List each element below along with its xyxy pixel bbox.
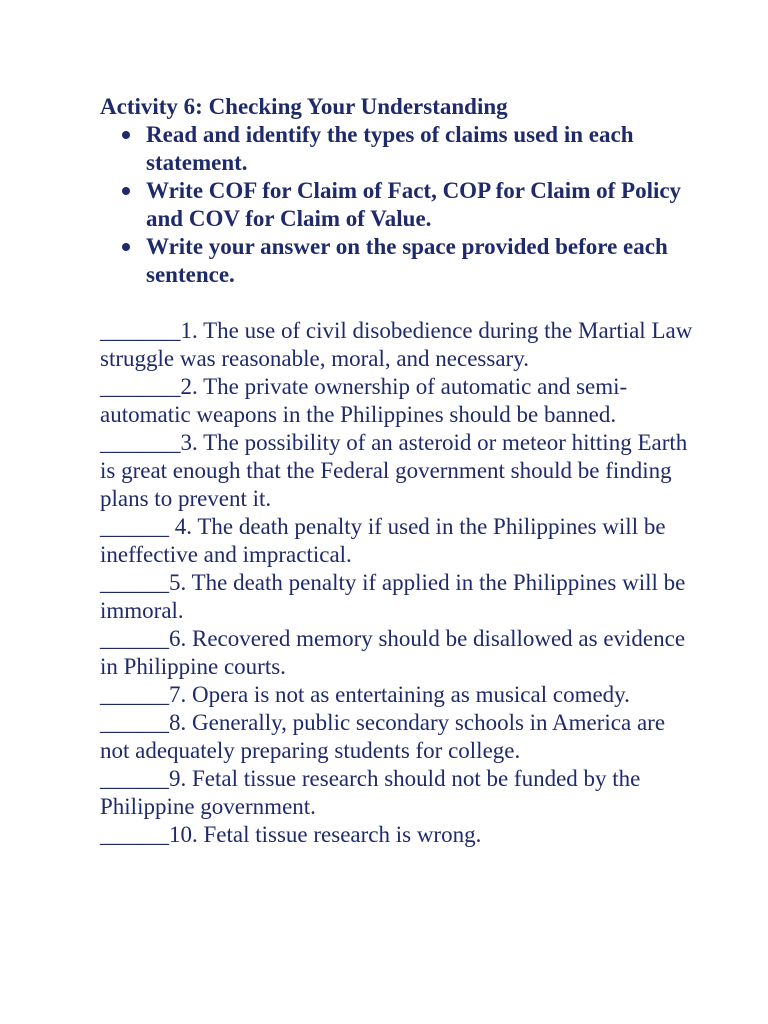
question-text: 5. The death penalty if applied in the Philippines will be immoral. <box>100 570 686 623</box>
answer-blank[interactable]: ______ <box>100 766 169 791</box>
answer-blank[interactable]: ______ <box>100 626 169 651</box>
answer-blank[interactable]: ______ <box>100 570 169 595</box>
instruction-text: Write your answer on the space provided before each sentence. <box>146 234 668 287</box>
question-item <box>100 429 700 513</box>
question-text: 10. Fetal tissue research is wrong. <box>169 822 482 847</box>
answer-blank[interactable]: _______ <box>100 430 181 455</box>
question-item <box>100 569 700 625</box>
answer-blank[interactable]: ______ <box>100 710 169 735</box>
bullet-icon <box>122 187 130 195</box>
question-item <box>100 373 700 429</box>
question-text: 6. Recovered memory should be disallowed as evidence in Philippine courts. <box>100 626 686 679</box>
instruction-item <box>100 233 700 289</box>
bullet-icon <box>122 243 130 251</box>
question-text: 4. The death penalty if used in the Philippines will be ineffective and impractical. <box>100 514 666 567</box>
question-text: 7. Opera is not as entertaining as musical comedy. <box>169 682 630 707</box>
question-item <box>100 765 700 821</box>
activity-title: Activity 6: Checking Your Understanding <box>100 94 508 119</box>
answer-blank[interactable]: ______ <box>100 822 169 847</box>
question-item <box>100 681 700 709</box>
question-item <box>100 513 700 569</box>
question-item <box>100 625 700 681</box>
question-text: 9. Fetal tissue research should not be funded by the Philippine government. <box>100 766 641 819</box>
question-text: 2. The private ownership of automatic and semi-automatic weapons in the Philippines should be banned. <box>100 374 628 427</box>
instruction-text: Write COF for Claim of Fact, COP for Claim of Policy and COV for Claim of Value. <box>146 178 682 231</box>
answer-blank[interactable]: _______ <box>100 374 181 399</box>
bullet-icon <box>122 131 130 139</box>
question-text: 3. The possibility of an asteroid or meteor hitting Earth is great enough that the Federal government should be finding plans to prevent it. <box>100 430 688 511</box>
question-list <box>100 317 700 849</box>
answer-blank[interactable]: ______ <box>100 514 169 539</box>
question-text: 8. Generally, public secondary schools in America are not adequately preparing students for college. <box>100 710 666 763</box>
instruction-item <box>100 121 700 177</box>
question-text: 1. The use of civil disobedience during the Martial Law struggle was reasonable, moral, and necessary. <box>100 318 693 371</box>
answer-blank[interactable]: _______ <box>100 318 181 343</box>
instruction-text: Read and identify the types of claims used in each statement. <box>146 122 634 175</box>
question-item <box>100 821 700 849</box>
section-spacer <box>100 289 700 317</box>
instruction-list <box>100 121 700 289</box>
question-item <box>100 709 700 765</box>
instruction-item <box>100 177 700 233</box>
answer-blank[interactable]: ______ <box>100 682 169 707</box>
question-item <box>100 317 700 373</box>
worksheet-page <box>100 93 700 849</box>
